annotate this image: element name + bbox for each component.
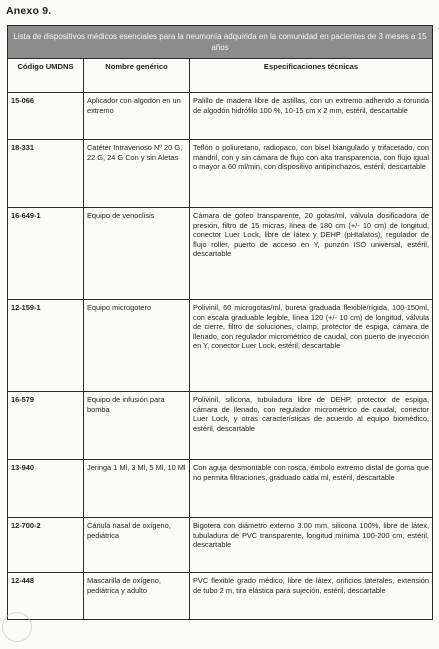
row-name: Equipo de infusión para bomba <box>84 392 190 460</box>
row-code: 12-159-1 <box>8 300 84 392</box>
row-code: 18-331 <box>8 140 84 208</box>
row-name: Equipo microgotero <box>84 300 190 392</box>
table-row <box>8 392 433 460</box>
row-spec: Cámara de goteo transparente, 20 gotas/ml, válvula dosificadora de presión, filtro de 15 micras, línea de 180 cm (+/- 10 cm) de longitud, conector Luer Lock, libre de látex y DEHP (pHtalatos), regulador de flujo roller, puerto de acceso en Y, punzón ISO universal, estéril, descartable <box>190 208 433 300</box>
header-spec: Especificaciones técnicas <box>190 59 433 93</box>
row-code: 16-579 <box>8 392 84 460</box>
row-name: Jeringa 1 Ml, 3 Ml, 5 Ml, 10 Ml <box>84 460 190 518</box>
header-name: Nombre genérico <box>84 59 190 93</box>
table-row <box>8 460 433 518</box>
table-row <box>8 300 433 392</box>
table-row <box>8 208 433 300</box>
row-name: Equipo de venoclisis <box>84 208 190 300</box>
row-spec: Polivinil, 60 microgotas/ml, bureta graduada flexible/rígida, 100-150ml, con escala graduable legible, línea 120 (+/- 10 cm) de longitud, válvula de cierre, filtro de soluciones, clamp, protector de espiga, cámara de llenado, con regulador micrométrico de caudal, con puerto de inyección en Y, conector Luer Lock, estéril, descartable <box>190 300 433 392</box>
row-code: 12-700-2 <box>8 518 84 573</box>
row-code: 12-448 <box>8 573 84 620</box>
row-spec: PVC flexible grado médico, libre de látex, orificios laterales, extensión de tubo 2 m, tira elástica para sujeción, estéril, descartable <box>190 573 433 620</box>
table-row <box>8 93 433 140</box>
row-code: 13-940 <box>8 460 84 518</box>
header-code: Código UMDNS <box>8 59 84 93</box>
table-row <box>8 573 433 620</box>
row-spec: Teflón o poliuretano, radiopaco, con bisel biangulado y trifacetado, con mandril, con y sin cámara de flujo con alta transparencia, con flujo igual o mayor a 60 ml/min, con dispositivo antipinchazos, estéril, descartable <box>190 140 433 208</box>
row-name: Catéter Intravenoso Nº 20 G, 22 G, 24 G Con y sin Aletas <box>84 140 190 208</box>
row-name: Cánula nasal de oxígeno, pediátrica <box>84 518 190 573</box>
row-spec: Polivinil, silicona, tubuladura libre de DEHP, protector de espiga, cámara de llenado, con regulador micrométrico de caudal, conector Luer Lock, y otras características de acuerdo al equipo biomédico, estéril, descartable <box>190 392 433 460</box>
table-title: Lista de dispositivos médicos esenciales para la neumonía adquirida en la comunidad en pacientes de 3 meses a 15 años <box>8 26 433 59</box>
row-code: 15-066 <box>8 93 84 140</box>
row-code: 16-649-1 <box>8 208 84 300</box>
row-spec: Bigotera con diámetro externo 3.00 mm, silicona 100%, libre de látex, tubuladura de PVC transparente, longitud mínima 100-200 cm, estéril, descartable <box>190 518 433 573</box>
row-spec: Con aguja desmontable con rosca, émbolo extremo distal de goma que no permita filtraciones, graduado cada ml, estéril, descartable <box>190 460 433 518</box>
row-name: Mascarilla de oxígeno, pediátrica y adulto <box>84 573 190 620</box>
row-spec: Palillo de madera libre de astillas, con un extremo adherido a torunda de algodón hidrófilo 100 %, 10-15 cm x 2 mm, estéril, descartable <box>190 93 433 140</box>
annex-label: Anexo 9. <box>6 5 52 17</box>
table-row <box>8 518 433 573</box>
stamp-mark <box>2 612 32 642</box>
row-name: Aplicador con algodón en un extremo <box>84 93 190 140</box>
table-row <box>8 140 433 208</box>
devices-table <box>7 25 433 620</box>
